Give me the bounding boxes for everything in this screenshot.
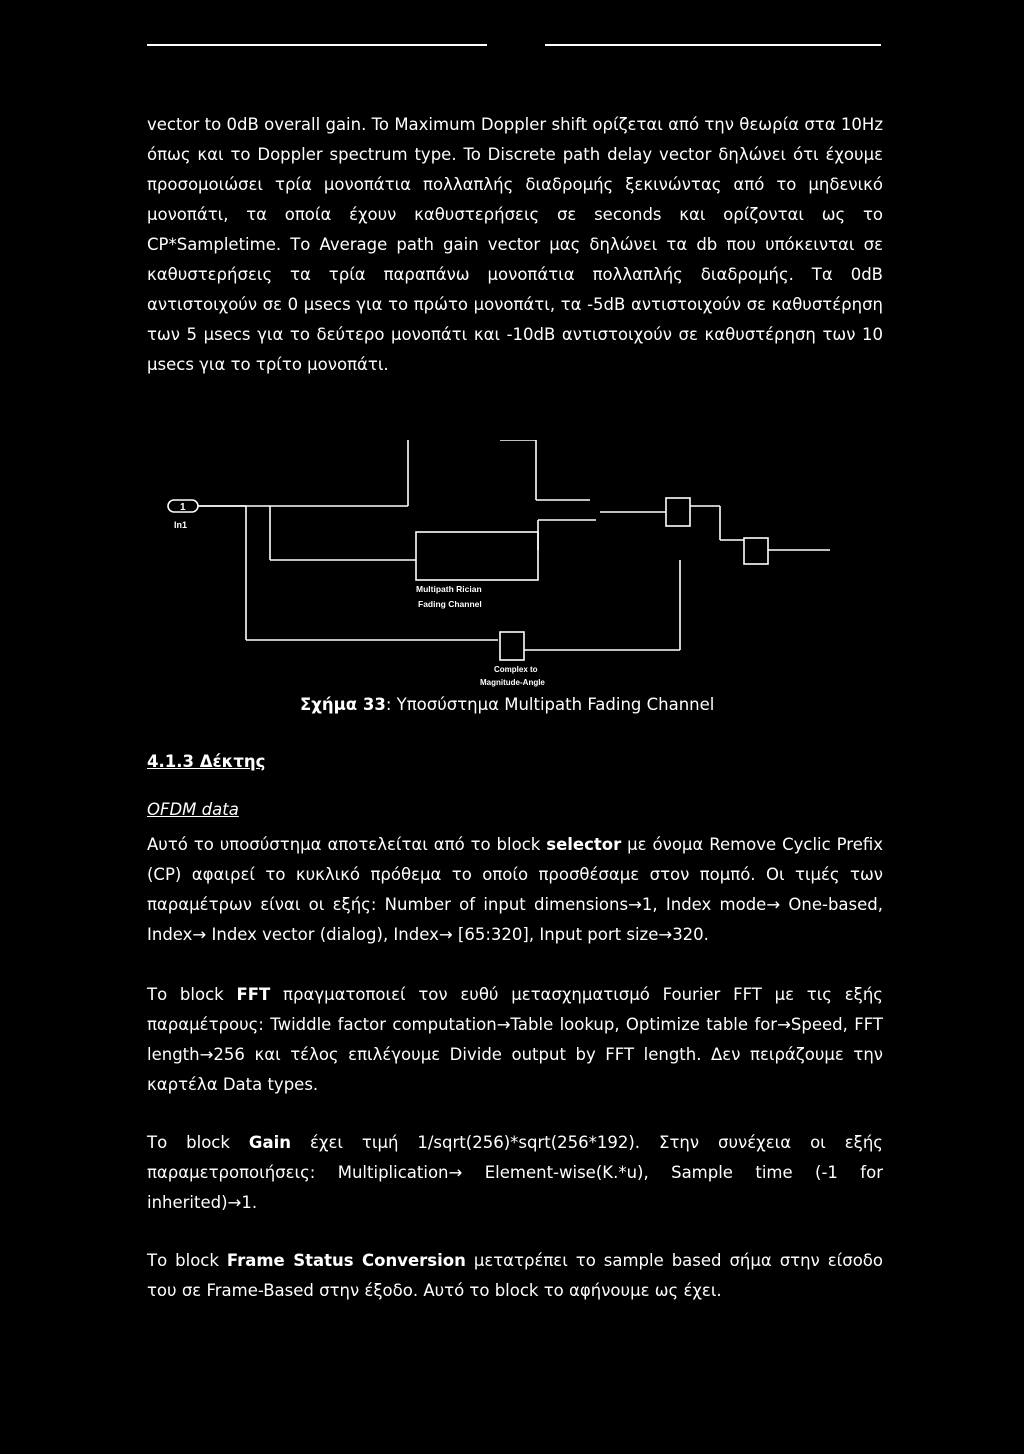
paragraph-fft <box>147 980 883 1100</box>
p4-text-2: έχει τιμή 1/sqrt(256)*sqrt(256*192). Στην συνέχεια οι εξής παραμετροποιήσεις: Multiplication→ Element-wise(K.*u), Sample time (-1 for inherited)→1. <box>147 1133 883 1212</box>
paragraph-selector <box>147 830 883 950</box>
p2-text-2: με όνομα Remove Cyclic Prefix (CP) αφαιρεί το κυκλικό πρόθεμα το οποίο προσθέσαμε στον πομπό. Οι τιμές των παραμέτρων είναι οι εξής: Number of input dimensions→1, Index mode→ One-based, Index→ Index vector (dialog), Index→ [65:320], Input port size→320. <box>147 835 883 944</box>
rician-block-label-2: Fading Channel <box>418 599 482 609</box>
p5-text-1: Το block <box>147 1251 227 1270</box>
rician-fading-block <box>416 532 538 580</box>
p4-bold: Gain <box>248 1133 292 1152</box>
complex-block-label-1: Complex to <box>494 665 538 674</box>
inport-number: 1 <box>180 502 186 513</box>
paragraph-channel-parameters: vector to 0dB overall gain. To Maximum Doppler shift ορίζεται από την θεωρία στα 10Hz όπως και το Doppler spectrum type. To Discrete path delay vector δηλώνει ότι έχουμε προσομοιώσει τρία μονοπάτια πολλαπλής διαδρομής ξεκινώντας από το μηδενικό μονοπάτι, τα οποία έχουν καθυστερήσεις σε seconds και ορίζονται ως το CP*Sampletime. Το Average path gain vector μας δηλώνει τα db που υπόκεινται σε καθυστερήσεις τα τρία παραπάνω μονοπάτια πολλαπλής διαδρομής. Τα 0dB αντιστοιχούν σε 0 μsecs για το πρώτο μονοπάτι, τα -5dB αντιστοιχούν σε καθυστέρηση των 5 μsecs για το δεύτερο μονοπάτι και -10dB αντιστοιχούν σε καθυστέρηση των 10 μsecs για το τρίτο μονοπάτι. <box>147 115 883 374</box>
header-rule-left <box>147 44 487 46</box>
p5-bold: Frame Status Conversion <box>226 1251 466 1270</box>
header-rule-right <box>545 44 881 46</box>
p4-text-1: Το block <box>147 1133 249 1152</box>
caption-label: Σχήμα 33 <box>300 695 386 714</box>
complex-block-label-2: Magnitude-Angle <box>480 678 545 687</box>
complex-to-magnitude-block <box>500 632 524 660</box>
gain-block-2 <box>744 538 768 564</box>
multipath-fading-diagram <box>160 440 840 690</box>
p5-text-2: μετατρέπει το sample based σήμα στην είσοδο του σε Frame-Based στην έξοδο. Αυτό το block το αφήνουμε ως έχει. <box>147 1251 883 1300</box>
caption-text: : Υποσύστημα Multipath Fading Channel <box>385 695 715 714</box>
paragraph-gain <box>147 1128 883 1218</box>
p2-bold: selector <box>546 835 622 854</box>
paragraph-frame-status <box>147 1246 883 1306</box>
inport-label: In1 <box>174 520 188 530</box>
p3-bold: FFT <box>236 985 271 1004</box>
p3-text-1: Το block <box>147 985 237 1004</box>
section-heading: 4.1.3 Δέκτης <box>147 752 266 771</box>
gain-block-1 <box>666 498 690 526</box>
p2-text-1: Αυτό το υποσύστημα αποτελείται από το block <box>147 835 547 854</box>
rician-block-label-1: Multipath Rician <box>416 584 482 594</box>
p3-text-2: πραγματοποιεί τον ευθύ μετασχηματισμό Fourier FFT με τις εξής παραμέτρους: Twiddle factor computation→Table lookup, Optimize table for→Speed, FFT length→256 και τέλος επιλέγουμε Divide output by FFT length. Δεν πειράζουμε την καρτέλα Data types. <box>147 985 883 1094</box>
figure-caption <box>300 692 760 718</box>
subheading-ofdm-data: OFDM data <box>147 800 239 819</box>
